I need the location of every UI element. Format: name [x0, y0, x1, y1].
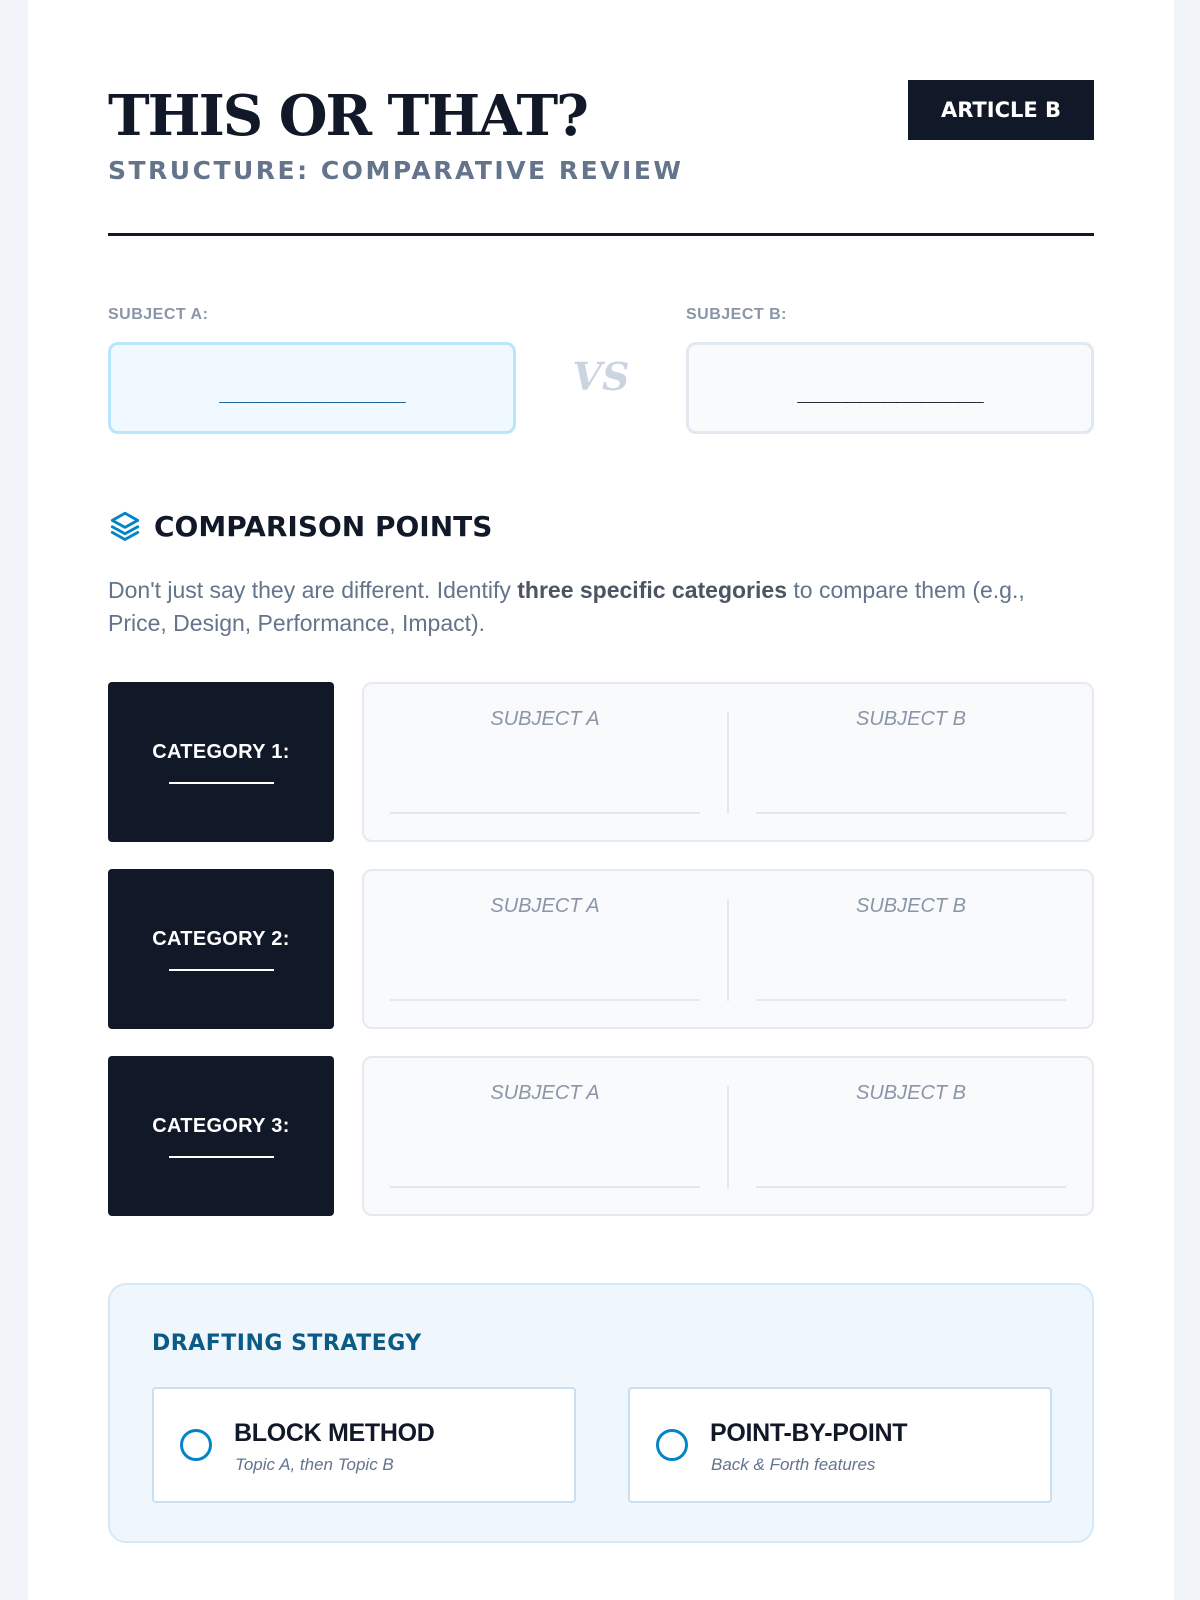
intro-text-emphasis: three specific categories	[517, 577, 787, 603]
category-2-card[interactable]	[108, 869, 334, 1029]
page-title: THIS OR THAT?	[108, 83, 587, 149]
section-title: COMPARISON POINTS	[154, 509, 493, 543]
header-divider	[108, 233, 1094, 236]
column-divider	[727, 712, 729, 814]
category-1-subject-b-answer-line[interactable]	[756, 812, 1066, 814]
category-1-subject-a-heading: SUBJECT A	[490, 708, 600, 730]
column-divider	[727, 899, 729, 1001]
category-3-subject-b-heading: SUBJECT B	[855, 1082, 967, 1104]
section-instructions	[108, 574, 1068, 640]
strategy-title: DRAFTING STRATEGY	[152, 1331, 422, 1356]
category-2-subject-b-heading: SUBJECT B	[855, 895, 967, 917]
subject-b-blank: _______________	[797, 379, 983, 406]
intro-text-start: Don't just say they are different. Identify	[108, 577, 518, 603]
point-by-point-title: POINT-BY-POINT	[710, 1419, 908, 1447]
subject-b-label: SUBJECT B:	[686, 306, 788, 323]
drafting-strategy-panel	[108, 1283, 1094, 1543]
category-3-blank	[169, 1156, 274, 1158]
subject-a-field[interactable]	[108, 342, 516, 434]
column-divider	[727, 1086, 729, 1188]
category-1-comparison	[362, 682, 1094, 842]
comparison-points-header	[108, 506, 492, 546]
category-2-subject-a-heading: SUBJECT A	[490, 895, 600, 917]
category-1-subject-a-answer-line[interactable]	[390, 812, 700, 814]
category-1-card[interactable]	[108, 682, 334, 842]
category-2-comparison	[362, 869, 1094, 1029]
category-3-comparison	[362, 1056, 1094, 1216]
page-subtitle: STRUCTURE: COMPARATIVE REVIEW	[108, 156, 684, 185]
category-1-subject-b-heading: SUBJECT B	[855, 708, 967, 730]
intro-text-end: to compare them (e.g., Price, Design, Performance, Impact).	[108, 577, 1025, 636]
layers-icon	[108, 509, 142, 543]
point-by-point-description: Back & Forth features	[711, 1455, 876, 1474]
category-2-subject-a-answer-line[interactable]	[390, 999, 700, 1001]
category-3-subject-a-heading: SUBJECT A	[490, 1082, 600, 1104]
subject-a-blank: _______________	[219, 379, 405, 406]
worksheet-page	[28, 0, 1174, 1600]
category-3-card[interactable]	[108, 1056, 334, 1216]
category-3-subject-b-answer-line[interactable]	[756, 1186, 1066, 1188]
category-1-blank	[169, 782, 274, 784]
radio-circle-icon[interactable]	[180, 1429, 212, 1461]
category-1-label: CATEGORY 1:	[152, 740, 290, 763]
point-by-point-option[interactable]	[628, 1387, 1052, 1503]
category-2-blank	[169, 969, 274, 971]
block-method-description: Topic A, then Topic B	[235, 1455, 394, 1474]
category-2-subject-b-answer-line[interactable]	[756, 999, 1066, 1001]
subject-a-label: SUBJECT A:	[108, 306, 209, 323]
category-3-label: CATEGORY 3:	[152, 1114, 290, 1137]
vs-label: VS	[572, 354, 630, 399]
radio-circle-icon[interactable]	[656, 1429, 688, 1461]
subject-b-field[interactable]	[686, 342, 1094, 434]
block-method-option[interactable]	[152, 1387, 576, 1503]
block-method-title: BLOCK METHOD	[234, 1419, 435, 1447]
category-2-label: CATEGORY 2:	[152, 927, 290, 950]
article-badge: ARTICLE B	[908, 80, 1094, 140]
category-3-subject-a-answer-line[interactable]	[390, 1186, 700, 1188]
